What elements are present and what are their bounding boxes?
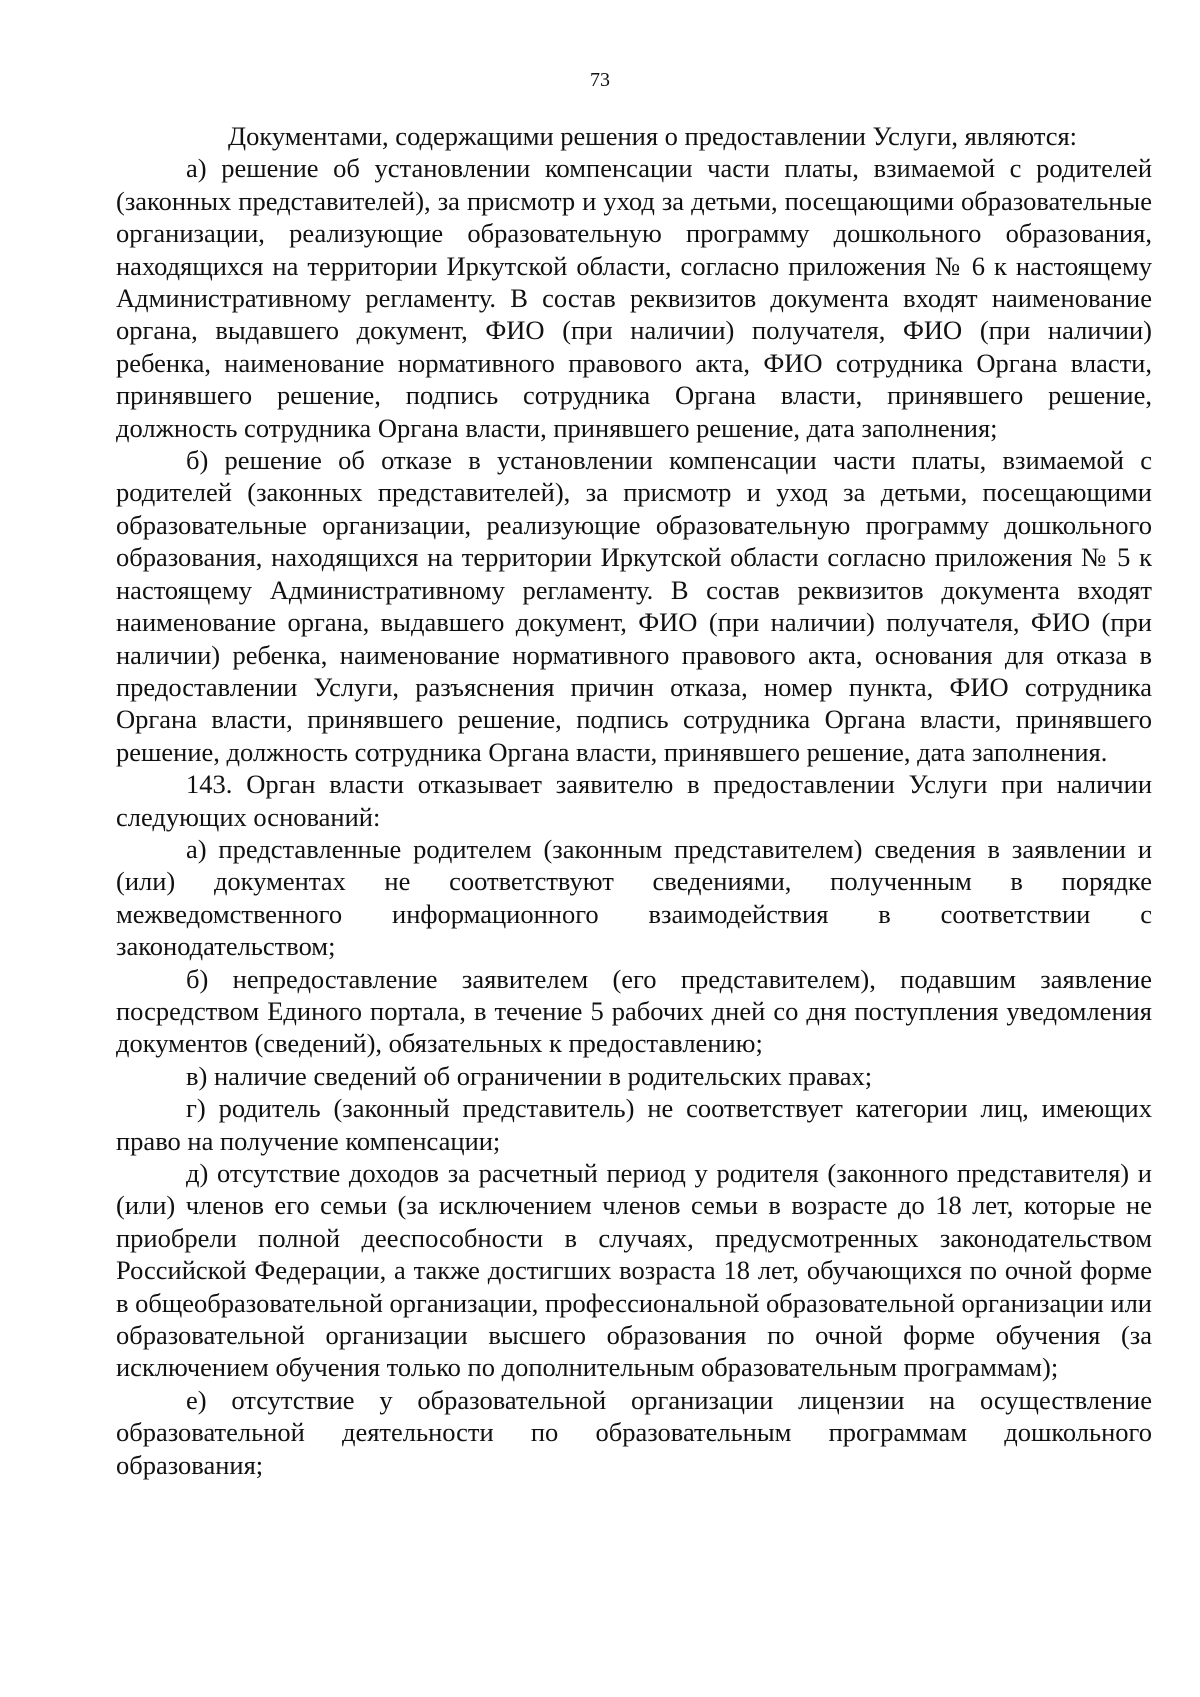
paragraph-item-b: б) решение об отказе в установлении компенсации части платы, взимаемой с родителей (законных представителей), за присмотр и уход за детьми, посещающими образовательные организации, реализующие образовательную программу дошкольного образования, находящихся на территории Иркутской области согласно приложения № 5 к настоящему Административному регламенту. В состав реквизитов документа входят наименование органа, выдавшего документ, ФИО (при наличии) получателя, ФИО (при наличии) ребенка, наименование нормативного правового акта, основания для отказа в предоставлении Услуги, разъяснения причин отказа, номер пункта, ФИО сотрудника Органа власти, принявшего решение, подпись сотрудника Органа власти, принявшего решение, должность сотрудника Органа власти, принявшего решение, дата заполнения. xyxy=(116,445,1152,767)
paragraph-ground-b: б) непредоставление заявителем (его представителем), подавшим заявление посредством Единого портала, в течение 5 рабочих дней со дня поступления уведомления документов (сведений), обязательных к предоставлению; xyxy=(116,963,1152,1059)
page-number: 73 xyxy=(590,69,610,91)
paragraph-ground-v: в) наличие сведений об ограничении в родительских правах; xyxy=(186,1060,873,1091)
paragraph-ground-d: д) отсутствие доходов за расчетный период у родителя (законного представителя) и (или) членов его семьи (за исключением членов семьи в возрасте до 18 лет, которые не приобрели полной дееспособности в случаях, предусмотренных законодательством Российской Федерации, а также достигших возраста 18 лет, обучающихся по очной форме в общеобразовательной организации, профессиональной образовательной организации или образовательной организации высшего образования по очной форме обучения (за исключением обучения только по дополнительным образовательным программам); xyxy=(116,1158,1152,1383)
paragraph-ground-a: а) представленные родителем (законным представителем) сведения в заявлении и (или) документах не соответствуют сведениями, полученным в порядке межведомственного информационного взаимодействия в соответствии с законодательством; xyxy=(116,833,1152,962)
paragraph-clause-143: 143. Орган власти отказывает заявителю в предоставлении Услуги при наличии следующих оснований: xyxy=(116,769,1152,832)
paragraph-intro: Документами, содержащими решения о предоставлении Услуги, являются: xyxy=(228,121,1078,151)
paragraph-ground-e: е) отсутствие у образовательной организации лицензии на осуществление образовательной деятельности по образовательным программам дошкольного образования; xyxy=(116,1384,1152,1480)
paragraph-ground-g: г) родитель (законный представитель) не соответствует категории лиц, имеющих право на получение компенсации; xyxy=(116,1093,1152,1156)
document-body xyxy=(116,120,1152,1481)
paragraph-item-a: а) решение об установлении компенсации части платы, взимаемой с родителей (законных представителей), за присмотр и уход за детьми, посещающими образовательные организации, реализующие образовательную программу дошкольного образования, находящихся на территории Иркутской области, согласно приложения № 6 к настоящему Административному регламенту. В состав реквизитов документа входят наименование органа, выдавшего документ, ФИО (при наличии) получателя, ФИО (при наличии) ребенка, наименование нормативного правового акта, ФИО сотрудника Органа власти, принявшего решение, подпись сотрудника Органа власти, принявшего решение, должность сотрудника Органа власти, принявшего решение, дата заполнения; xyxy=(116,153,1152,443)
